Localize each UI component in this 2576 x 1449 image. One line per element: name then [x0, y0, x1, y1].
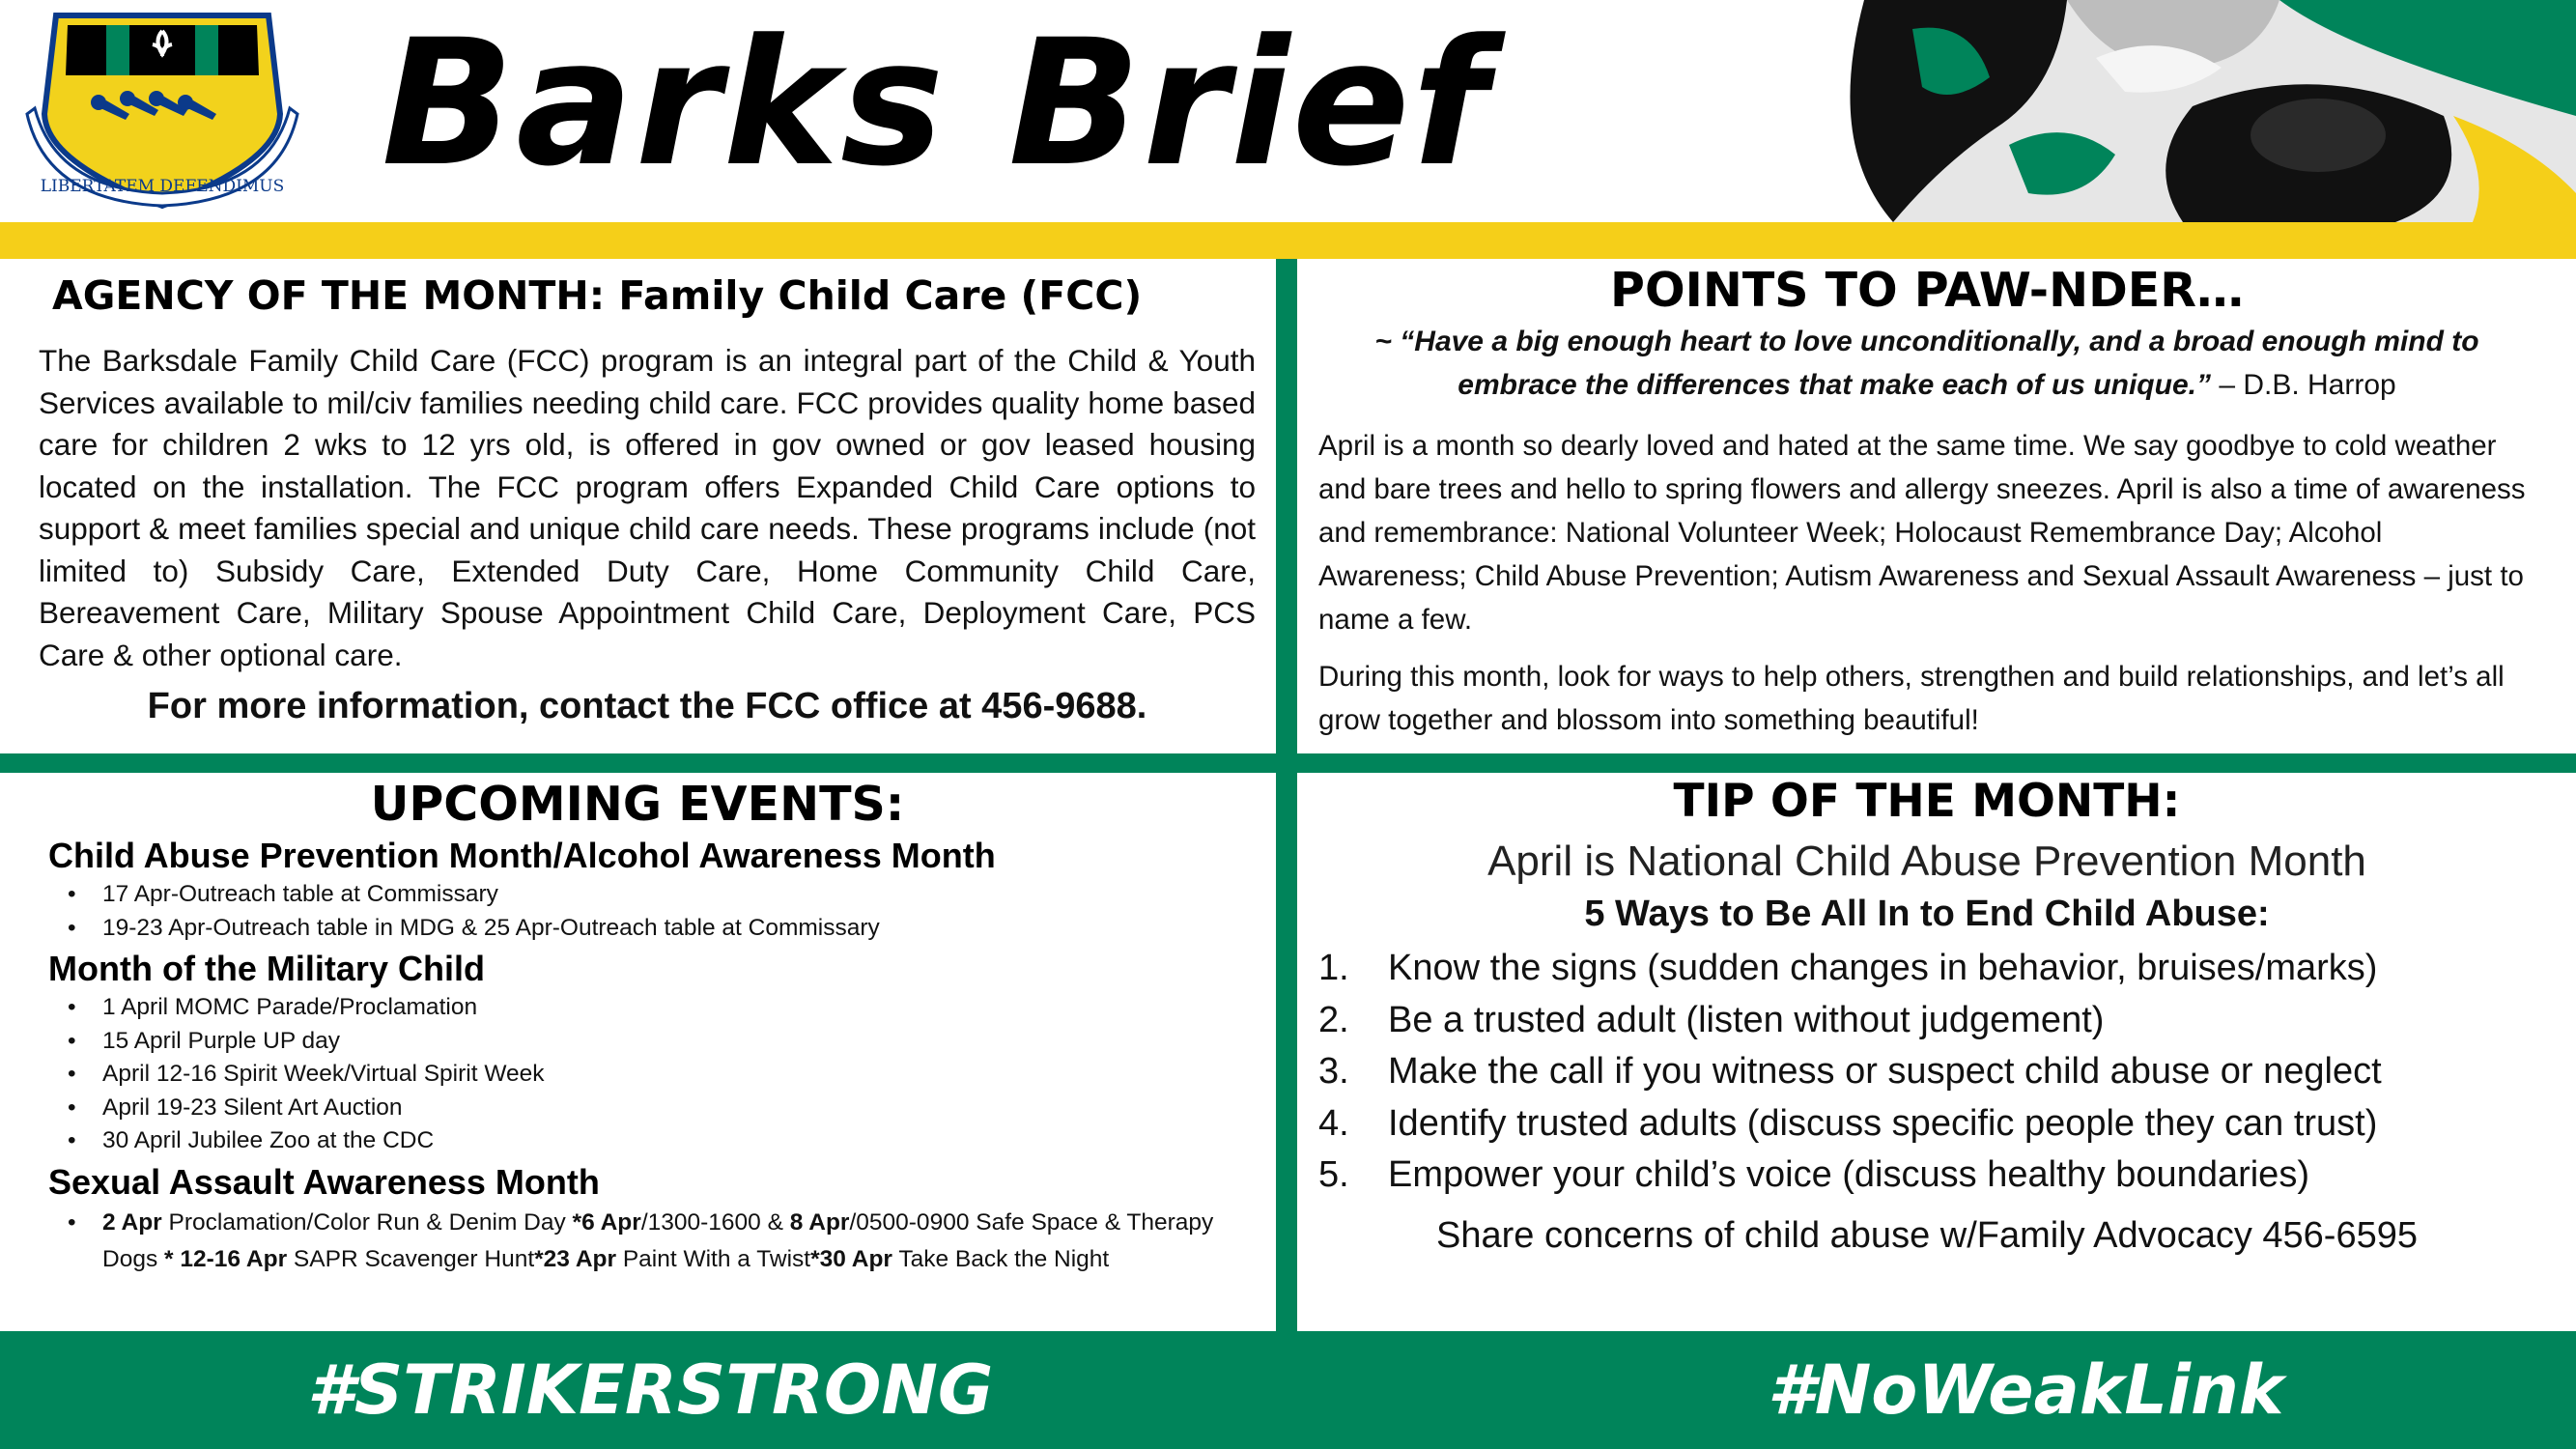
list-item: • 1 April MOMC Parade/Proclamation — [68, 991, 1265, 1025]
horizontal-divider — [0, 753, 2576, 773]
wing-shield-emblem-icon — [17, 8, 307, 215]
agency-title: AGENCY OF THE MONTH: Family Child Care (FCC) — [52, 272, 1143, 319]
bulldog-mascot-icon — [1777, 0, 2576, 222]
list-item: 3. Make the call if you witness or suspect child abuse or neglect — [1318, 1051, 2382, 1092]
list-item: • April 19-23 Silent Art Auction — [68, 1092, 1265, 1125]
events-list — [68, 991, 1265, 1158]
list-item: 2. Be a trusted adult (listen without judgement) — [1318, 999, 2105, 1040]
points-title: POINTS TO PAW-NDER… — [1610, 263, 2244, 318]
list-item: 1. Know the signs (sudden changes in behavior, bruises/marks) — [1318, 948, 2378, 988]
tip-ways-heading: 5 Ways to Be All In to End Child Abuse: — [1584, 894, 2270, 934]
events-section-heading: Child Abuse Prevention Month/Alcohol Awareness Month — [48, 836, 996, 875]
events-section-heading: Month of the Military Child — [48, 949, 485, 988]
events-title: UPCOMING EVENTS: — [370, 777, 905, 832]
points-paragraph-2: During this month, look for ways to help others, strengthen and build relationships, and let’s all grow together and blossom into something beautiful! — [1318, 661, 2505, 736]
list-item: • 17 Apr-Outreach table at Commissary — [68, 878, 1265, 912]
points-quote: ~ “Have a big enough heart to love unconditionally, and a broad enough mind to embrace the differences that make each of us unique.” — [1374, 326, 2479, 401]
header — [0, 0, 2576, 222]
list-item: • 2 Apr Proclamation/Color Run & Denim Day *6 Apr/1300-1600 & 8 Apr/0500-0900 Safe Space & Therapy Dogs * 12-16 Apr SAPR Scavenger Hunt*23 Apr Paint With a Twist*30 Apr Take Back the Night — [68, 1205, 1265, 1278]
agency-contact: For more information, contact the FCC office at 456-9688. — [147, 686, 1147, 726]
tip-title: TIP OF THE MONTH: — [1673, 775, 2181, 828]
footer-bar — [0, 1331, 2576, 1449]
points-panel — [1318, 263, 2535, 751]
list-item: 5. Empower your child’s voice (discuss healthy boundaries) — [1318, 1154, 2309, 1195]
list-item: • 15 April Purple UP day — [68, 1025, 1265, 1059]
agency-panel — [39, 263, 1256, 751]
list-item: • 19-23 Apr-Outreach table in MDG & 25 Apr-Outreach table at Commissary — [68, 912, 1265, 946]
hashtag-noweaklink: #NoWeakLink — [1768, 1350, 2284, 1430]
events-list — [68, 878, 1265, 945]
events-section-heading: Sexual Assault Awareness Month — [48, 1161, 600, 1202]
hashtag-strikerstrong: #STRIKERSTRONG — [307, 1350, 994, 1430]
points-quote-block — [1318, 320, 2535, 407]
header-yellow-band — [0, 222, 2576, 259]
tip-share-line: Share concerns of child abuse w/Family Advocacy 456-6595 — [1436, 1214, 2418, 1256]
list-item: • 30 April Jubilee Zoo at the CDC — [68, 1124, 1265, 1158]
agency-body: The Barksdale Family Child Care (FCC) program is an integral part of the Child & Youth Services available to mil/civ families needing child care. FCC provides quality home based care for children 2 wks to 12 yrs old, is offered in gov owned or gov leased housing located on the installation. The FCC program offers Expanded Child Care options to support & meet families special and unique child care needs. These programs include (not limited to) Subsidy Care, Extended Duty Care, Home Community Child Care, Bereavement Care, Military Spouse Appointment Child Care, Deployment Care, PCS Care & other optional care. — [39, 343, 1256, 672]
list-item: 4. Identify trusted adults (discuss specific people they can trust) — [1318, 1102, 2378, 1144]
emblem-motto: LIBERTATEM DEFENDIMUS — [40, 177, 285, 196]
tip-subtitle: April is National Child Abuse Prevention Month — [1487, 838, 2366, 885]
points-paragraph-1: April is a month so dearly loved and hated at the same time. We say goodbye to cold weather and bare trees and hello to spring flowers and allergy sneezes. April is also a time of awareness and remembrance: National Volunteer Week; Holocaust Remembrance Day; Alcohol Awareness; Child Abuse Prevention; Autism Awareness and Sexual Assault Awareness – just to name a few. — [1318, 430, 2526, 636]
events-panel — [48, 775, 1265, 1329]
vertical-divider — [1276, 259, 1297, 1331]
points-attribution: – D.B. Harrop — [2210, 369, 2396, 401]
tip-panel — [1318, 775, 2535, 1329]
events-list — [68, 1205, 1265, 1278]
list-item: • April 12-16 Spirit Week/Virtual Spirit Week — [68, 1058, 1265, 1092]
tip-ways-list — [1318, 943, 2535, 1202]
page-title: Barks Brief — [382, 3, 1489, 205]
